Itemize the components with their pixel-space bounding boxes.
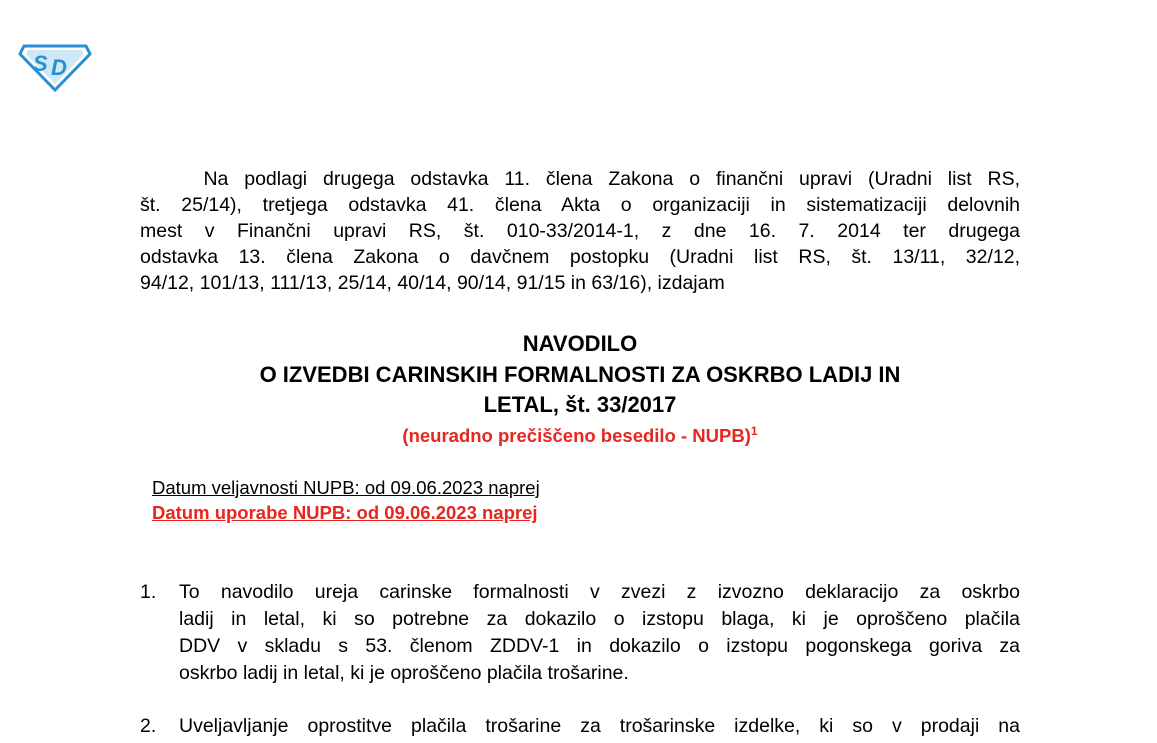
title-line-1: NAVODILO [522,331,638,356]
item-text [179,713,1020,740]
title-line-3: LETAL, št. 33/2017 [483,392,677,417]
item-line: To navodilo ureja carinske formalnosti v zvezi z izvozno deklaracijo za oskrbo [179,581,1020,603]
usage-date: Datum uporabe NUPB: od 09.06.2023 naprej [152,502,538,523]
item-text [179,579,1020,687]
list-item [140,579,1020,687]
intro-line: Na podlagi drugega odstavka 11. člena Zakona o finančni upravi (Uradni list RS, [140,168,1020,190]
item-number: 2. [140,715,157,737]
document-title [140,329,1020,451]
document-subtitle [140,421,1020,451]
validity-dates [152,475,540,525]
item-number: 1. [140,581,157,603]
title-line-2: O IZVEDBI CARINSKIH FORMALNOSTI ZA OSKRBO LADIJ IN [259,361,901,387]
item-line: Uveljavljanje oprostitve plačila trošarine za trošarinske izdelke, ki so v prodaji na [179,715,1020,737]
intro-line: mest v Finančni upravi RS, št. 010-33/2014-1, z dne 16. 7. 2014 ter drugega [140,220,1020,242]
footnote-reference[interactable]: 1 [750,423,758,438]
subtitle-text: (neuradno prečiščeno besedilo - NUPB) [402,424,751,446]
item-line: oskrbo ladij in letal, ki je oproščeno plačila trošarine. [179,662,629,684]
svg-text:S: S [33,51,48,76]
svg-text:D: D [51,55,67,80]
intro-line: št. 25/14), tretjega odstavka 41. člena Akta o organizaciji in sistematizaciji delovnih [140,194,1020,216]
item-line: DDV v skladu s 53. členom ZDDV-1 in dokazilo o izstopu pogonskega goriva za [179,635,1020,657]
list-item [140,713,1020,740]
item-line: ladij in letal, ki so potrebne za dokazilo o izstopu blaga, ki je oproščeno plačila [179,608,1020,630]
validity-date: Datum veljavnosti NUPB: od 09.06.2023 naprej [152,477,540,498]
intro-line: odstavka 13. člena Zakona o davčnem postopku (Uradni list RS, št. 13/11, 32/12, [140,246,1020,268]
intro-line: 94/12, 101/13, 111/13, 25/14, 40/14, 90/14, 91/15 in 63/16), izdajam [140,272,725,294]
sd-logo-icon [18,40,92,92]
intro-paragraph [140,166,1020,296]
